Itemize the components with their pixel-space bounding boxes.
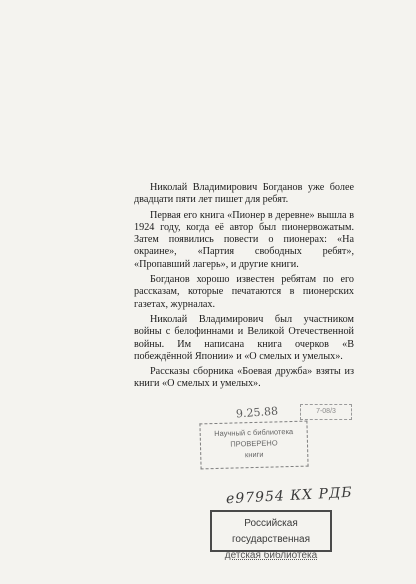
inventory-number: е97954 КХ РДБ xyxy=(225,484,353,508)
stamp-line: Российская государственная xyxy=(232,518,310,545)
author-biography xyxy=(134,182,354,394)
small-stamp: 7-08/3 xyxy=(300,404,352,420)
paragraph: Рассказы сборника «Боевая дружба» взяты из книги «О смелых и умелых». xyxy=(134,366,354,390)
stamp-line: детская библиотека xyxy=(224,550,318,561)
paragraph: Николай Владимирович был участником войны с белофиннами и Великой Отечественной войны. Им написана книга очерков «В побеждённой Японии» и «О смелых и умелых». xyxy=(134,313,354,362)
stamp-line: ПРОВЕРЕНО xyxy=(230,438,278,449)
stamp-line: Научный с библиотека xyxy=(214,426,294,439)
stamp-line: книги xyxy=(244,449,264,460)
paragraph: Первая его книга «Пионер в деревне» вышла в 1924 году, когда её автор был пионервожатым. Затем появились повести о пионерах: «На окраине», «Партия свободных ребят», «Пропавший лагерь», и другие книги. xyxy=(134,209,354,270)
library-check-stamp xyxy=(199,421,308,470)
handwritten-date: 9.25.88 xyxy=(235,404,279,421)
paragraph: Николай Владимирович Богданов уже более двадцати пяти лет пишет для ребят. xyxy=(134,182,354,206)
library-ownership-stamp xyxy=(210,510,332,561)
paragraph: Богданов хорошо известен ребятам по его рассказам, которые печатаются в пионерских газетах, журналах. xyxy=(134,274,354,310)
